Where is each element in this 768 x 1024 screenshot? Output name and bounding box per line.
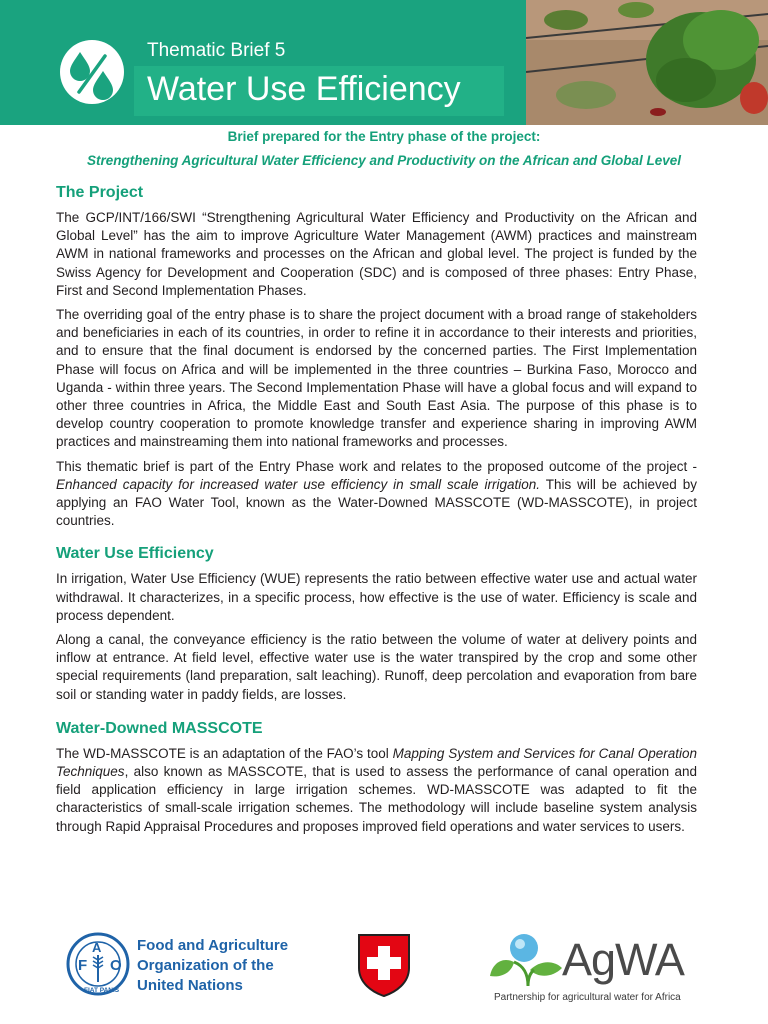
project-title-line: Strengthening Agricultural Water Efficiency and Productivity on the African and Global Level xyxy=(86,153,682,168)
agwa-logo xyxy=(488,926,708,1006)
section-heading-masscote: Water-Downed MASSCOTE xyxy=(56,719,263,737)
section-heading-wue: Water Use Efficiency xyxy=(56,545,214,563)
agwa-tagline: Partnership for agricultural water for Africa xyxy=(494,992,681,1003)
wue-paragraph-2: Along a canal, the conveyance efficiency is the ratio between the volume of water at delivery points and inflow at entrance. At field level, effective water use is the water transpired by the crop and some other special requirements (land preparation, salt leaching). Runoff, deep percolation and evaporation from bare soil or standing water in paddy fields, are losses. xyxy=(56,632,697,702)
project-paragraph-3 xyxy=(56,458,697,531)
project-paragraph-3-end: This will be achieved by applying an FAO Water Tool, known as the Water-Downed MASSCOTE (WD-MASSCOTE), in project countries. xyxy=(56,476,697,529)
masscote-paragraph-1 xyxy=(56,745,697,836)
masscote-paragraph-end: , also known as MASSCOTE, that is used to assess the performance of canal operation and field application efficiency in large irrigation schemes. WD-MASSCOTE was adapted to fit the characteristics of small-scale irrigation schemes. The methodology will include baseline system analysis through Rapid Appraisal Procedures and proposes improved field operations and water services to users. xyxy=(56,764,697,834)
header-banner xyxy=(0,0,768,125)
main-content xyxy=(56,182,697,842)
svg-text:A: A xyxy=(92,940,102,955)
swiss-cross-shield-icon xyxy=(356,932,412,998)
fao-logo xyxy=(64,930,354,998)
project-paragraph-1: The GCP/INT/166/SWI “Strengthening Agricultural Water Efficiency and Productivity on the African and Global Level” has the aim to improve Agriculture Water Management (AWM) practices and mainstream AWM in national frameworks and processes on the African and global level. The project is funded by the Swiss Agency for Development and Cooperation (SDC) and is composed of three phases: Entry Phase, First and Second Implementation Phases. xyxy=(56,210,697,298)
water-drop-percent-icon xyxy=(60,40,124,104)
title-box xyxy=(134,66,504,116)
svg-text:FIAT PANIS: FIAT PANIS xyxy=(84,987,120,994)
fao-name xyxy=(137,936,288,996)
agwa-leaf-drop-icon xyxy=(488,926,568,990)
svg-text:O: O xyxy=(110,957,122,974)
fao-name-line-2: Organization of the xyxy=(137,957,274,974)
project-paragraph-3-start: This thematic brief is part of the Entry Phase work and relates to the proposed outcome of the project - xyxy=(56,458,697,474)
brief-kicker: Thematic Brief 5 xyxy=(147,40,286,61)
fao-emblem-icon xyxy=(64,930,132,998)
section-heading-project: The Project xyxy=(56,184,144,201)
brief-prepared-line: Brief prepared for the Entry phase of the project: xyxy=(227,129,541,144)
crop-field-photo xyxy=(526,0,768,125)
agwa-wordmark: AgWA xyxy=(562,934,684,985)
masscote-paragraph-start: The WD-MASSCOTE is an adaptation of the FAO’s tool xyxy=(56,745,393,761)
svg-text:F: F xyxy=(78,957,88,974)
fao-name-line-3: United Nations xyxy=(137,977,243,994)
fao-name-line-1: Food and Agriculture xyxy=(137,937,289,954)
masscote-tool-italic: Mapping System and Services for Canal Operation Techniques xyxy=(56,745,697,780)
project-outcome-italic: Enhanced capacity for increased water use efficiency in small scale irrigation. xyxy=(56,476,541,492)
wue-paragraph-1: In irrigation, Water Use Efficiency (WUE) represents the ratio between effective water use and actual water withdrawal. It characterizes, in a specific process, how effective is the use of water. Efficiency is scale and process dependent. xyxy=(56,571,697,623)
page-title: Water Use Efficiency xyxy=(147,70,461,108)
project-paragraph-2: The overriding goal of the entry phase is to share the project document with a broad range of stakeholders and beneficiaries in each of its countries, in order to refine it in accordance to their interests and priorities, and to ensure that the final document is endorsed by the concerned parties. The First Implementation Phase will focus on Africa and will be implemented in the three countries – Burkina Faso, Morocco and Uganda - within three years. The Second Implementation Phase will have a global focus and will expand to other three countries in Africa, the Middle East and South East Asia. The purpose of this phase is to develop country cooperation to promote knowledge transfer and experience sharing in improving AWM practices and mainstreaming them into national frameworks and processes. xyxy=(56,307,697,450)
